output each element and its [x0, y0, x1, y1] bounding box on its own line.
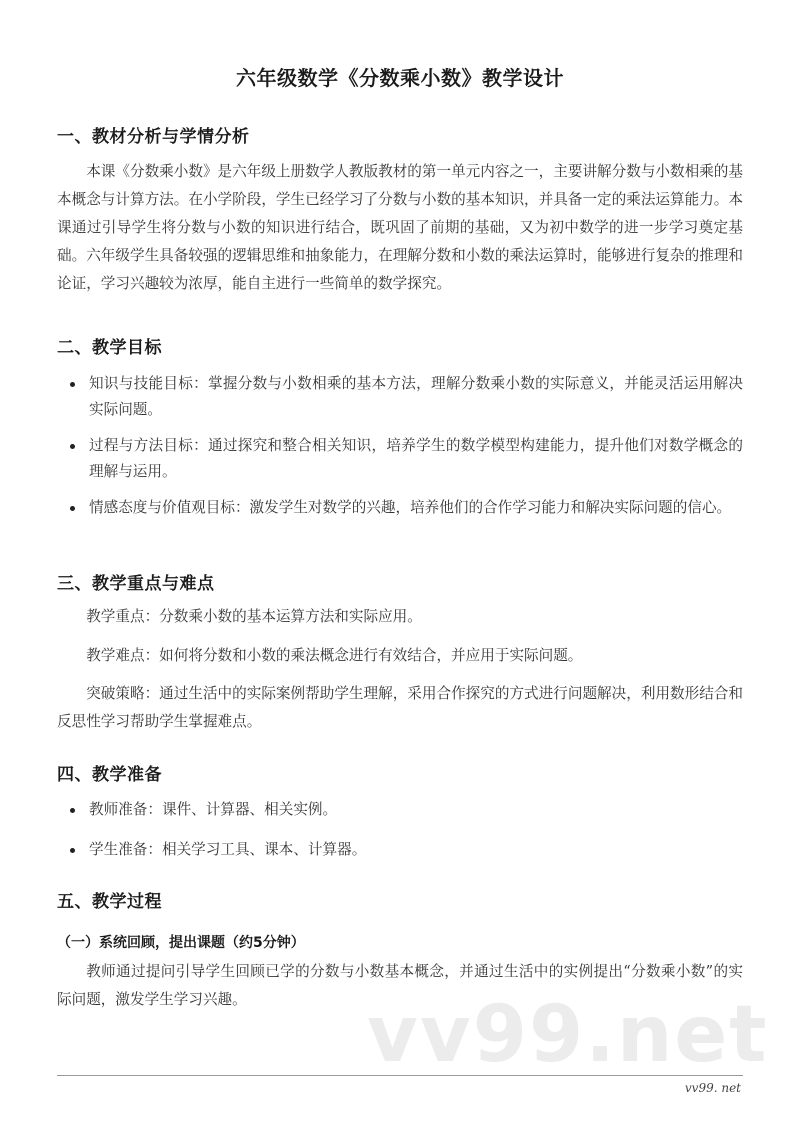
footer-divider [57, 1075, 743, 1076]
objective-text: 知识与技能目标：掌握分数与小数相乘的基本方法，理解分数乘小数的实际意义，并能灵活运用解决实际问题。 [89, 375, 743, 418]
preparation-item [57, 837, 743, 863]
section-heading-1: 一、教材分析与学情分析 [57, 127, 250, 147]
watermark: vv99.net [367, 990, 769, 1080]
preparation-list [57, 797, 743, 873]
difficulty-paragraph: 教学难点：如何将分数和小数的乘法概念进行有效结合，并应用于实际问题。 [86, 647, 583, 664]
objective-text: 过程与方法目标：通过探究和整合相关知识，培养学生的数学模型构建能力，提升他们对数学概念的理解与运用。 [89, 437, 743, 480]
bullet-icon [70, 848, 75, 853]
section-heading-4: 四、教学准备 [57, 765, 162, 785]
objective-item [57, 433, 743, 485]
objective-item [57, 495, 743, 521]
bullet-icon [70, 808, 75, 813]
objectives-list [57, 371, 743, 531]
preparation-text: 学生准备：相关学习工具、课本、计算器。 [89, 841, 367, 858]
section-heading-3: 三、教学重点与难点 [57, 574, 215, 594]
preparation-text: 教师准备：课件、计算器、相关实例。 [89, 801, 338, 818]
bullet-icon [70, 444, 75, 449]
section-heading-2: 二、教学目标 [57, 338, 162, 358]
key-point-paragraph: 教学重点：分数乘小数的基本运算方法和实际应用。 [86, 608, 422, 625]
subsection-heading-5-1: （一）系统回顾，提出课题（约5分钟） [57, 935, 305, 951]
objective-item [57, 371, 743, 423]
objective-text: 情感态度与价值观目标：激发学生对数学的兴趣，培养他们的合作学习能力和解决实际问题的信心。 [89, 499, 732, 516]
bullet-icon [70, 506, 75, 511]
section-1-paragraph: 本课《分数乘小数》是六年级上册数学人教版教材的第一单元内容之一，主要讲解分数与小数相乘的基本概念与计算方法。在小学阶段，学生已经学习了分数与小数的基本知识，并具备一定的乘法运算能力。本课通过引导学生将分数与小数的知识进行结合，既巩固了前期的基础，又为初中数学的进一步学习奠定基础。六年级学生具备较强的逻辑思维和抽象能力，在理解分数和小数的乘法运算时，能够进行复杂的推理和论证，学习兴趣较为浓厚，能自主进行一些简单的数学探究。 [57, 163, 743, 292]
footer-site-label: vv99. net [684, 1081, 741, 1095]
strategy-paragraph: 突破策略：通过生活中的实际案例帮助学生理解，采用合作探究的方式进行问题解决，利用数形结合和反思性学习帮助学生掌握难点。 [57, 685, 743, 730]
preparation-item [57, 797, 743, 823]
subsection-5-1-paragraph: 教师通过提问引导学生回顾已学的分数与小数基本概念，并通过生活中的实例提出“分数乘小数”的实际问题，激发学生学习兴趣。 [57, 963, 743, 1008]
bullet-icon [70, 382, 75, 387]
section-heading-5: 五、教学过程 [57, 892, 162, 912]
document-title: 六年级数学《分数乘小数》教学设计 [236, 66, 564, 90]
